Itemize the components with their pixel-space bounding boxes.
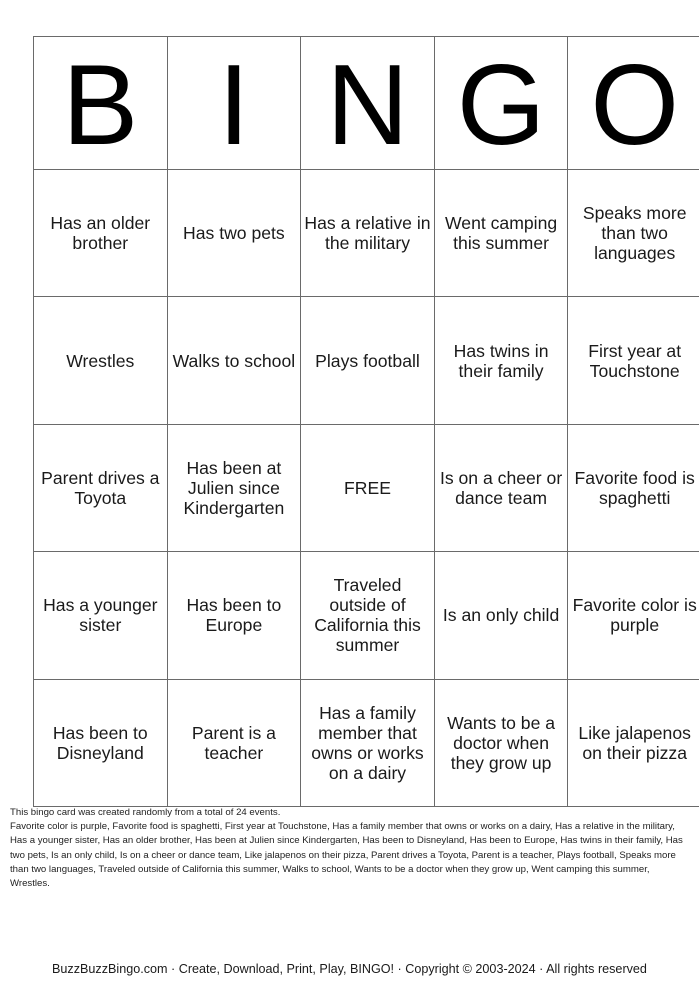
header-letter-i: I: [167, 37, 301, 170]
bingo-cell: Parent drives a Toyota: [34, 424, 168, 551]
bingo-cell: Wrestles: [34, 297, 168, 424]
bingo-cell: Went camping this summer: [434, 170, 568, 297]
bingo-cell: Has been to Disneyland: [34, 679, 168, 806]
bingo-cell: Has an older brother: [34, 170, 168, 297]
bingo-cell: Favorite food is spaghetti: [568, 424, 699, 551]
free-space-cell: FREE: [301, 424, 435, 551]
bingo-cell: Favorite color is purple: [568, 552, 699, 679]
bingo-cell: Has twins in their family: [434, 297, 568, 424]
bingo-cell: Walks to school: [167, 297, 301, 424]
bingo-row-1: [34, 170, 699, 297]
footer-copyright: BuzzBuzzBingo.com · Create, Download, Print, Play, BINGO! · Copyright © 2003-2024 · All rights reserved: [52, 962, 647, 976]
bingo-cell: Is an only child: [434, 552, 568, 679]
bingo-row-5: [34, 679, 699, 806]
bingo-header-row: [34, 37, 699, 170]
bingo-row-2: [34, 297, 699, 424]
bingo-cell: Has a younger sister: [34, 552, 168, 679]
bingo-row-3: [34, 424, 699, 551]
bingo-cell: Speaks more than two languages: [568, 170, 699, 297]
bingo-cell: Like jalapenos on their pizza: [568, 679, 699, 806]
bingo-cell: Has a family member that owns or works on a dairy: [301, 679, 435, 806]
note-intro: This bingo card was created randomly from a total of 24 events.: [10, 807, 281, 818]
bingo-cell: Has been at Julien since Kindergarten: [167, 424, 301, 551]
header-letter-n: N: [301, 37, 435, 170]
bingo-card: [33, 36, 699, 807]
bingo-cell: Has two pets: [167, 170, 301, 297]
card-generation-note: [10, 806, 690, 891]
header-letter-g: G: [434, 37, 568, 170]
note-event-list: Favorite color is purple, Favorite food is spaghetti, First year at Touchstone, Has a family member that owns or works on a dairy, Has a relative in the military, Has a younger sister, Has an older brother, Has been at Julien since Kindergarten, Has been to Disneyland, Has been to Europe, Has twins in their family, Has two pets, Is an only child, Is on a cheer or dance team, Like jalapenos on their pizza, Parent drives a Toyota, Parent is a teacher, Plays football, Speaks more than two languages, Traveled outside of California this summer, Walks to school, Wants to be a doctor when they grow up, Went camping this summer, Wrestles.: [10, 821, 683, 890]
bingo-row-4: [34, 552, 699, 679]
bingo-cell: First year at Touchstone: [568, 297, 699, 424]
header-letter-o: O: [568, 37, 699, 170]
bingo-cell: Traveled outside of California this summer: [301, 552, 435, 679]
header-letter-b: B: [34, 37, 168, 170]
bingo-cell: Wants to be a doctor when they grow up: [434, 679, 568, 806]
bingo-cell: Has been to Europe: [167, 552, 301, 679]
bingo-cell: Parent is a teacher: [167, 679, 301, 806]
bingo-cell: Is on a cheer or dance team: [434, 424, 568, 551]
bingo-cell: Plays football: [301, 297, 435, 424]
bingo-cell: Has a relative in the military: [301, 170, 435, 297]
